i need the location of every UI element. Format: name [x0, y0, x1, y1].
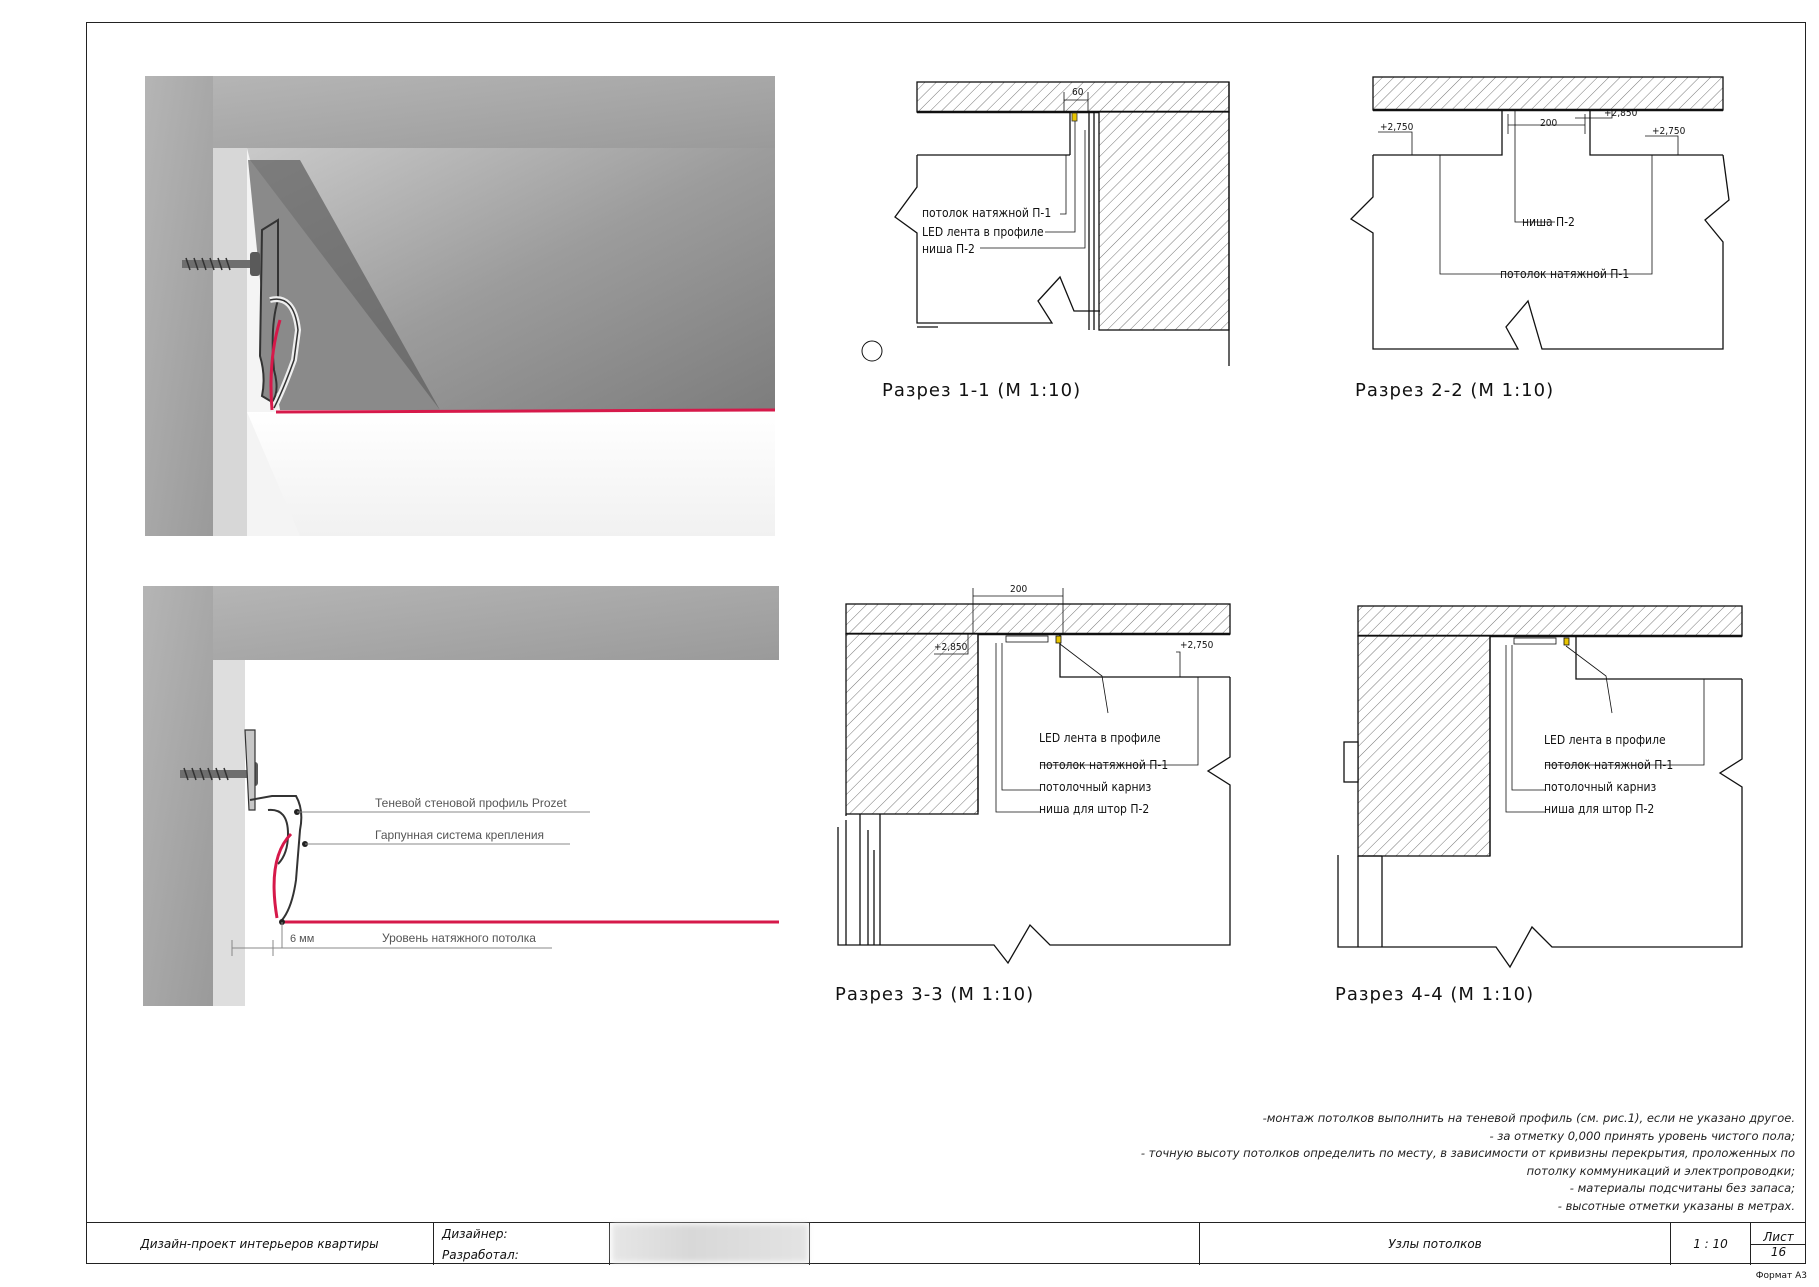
section-3-3	[838, 588, 1230, 963]
stamp-sheet-label: Лист	[1751, 1230, 1806, 1245]
section-4-4	[1338, 606, 1742, 967]
section-4-label-niche: ниша для штор П-2	[1544, 802, 1655, 816]
section-4-label-led: LED лента в профиле	[1544, 733, 1666, 747]
section-3-label-led: LED лента в профиле	[1039, 731, 1161, 745]
note-line: - материалы подсчитаны без запаса;	[1569, 1181, 1795, 1195]
note-line: - точную высоту потолков определить по месту, в зависимости от кривизны перекрытия, проложенных по	[1140, 1146, 1795, 1160]
stamp-designer: Дизайнер:	[442, 1226, 508, 1241]
stamp-sheet-title: Узлы потолков	[1200, 1223, 1671, 1265]
section-2-title: Разрез 2-2 (М 1:10)	[1355, 380, 1555, 401]
section-1-label-ceiling: потолок натяжной П-1	[922, 206, 1052, 220]
stamp-roles	[434, 1223, 610, 1265]
note-line: -монтаж потолков выполнить на теневой профиль (см. рис.1), если не указано другое.	[1262, 1111, 1795, 1125]
section-3-title: Разрез 3-3 (М 1:10)	[835, 984, 1035, 1005]
general-notes	[1035, 1110, 1795, 1215]
section-1-label-led: LED лента в профиле	[922, 225, 1044, 239]
section-1-title: Разрез 1-1 (М 1:10)	[882, 380, 1082, 401]
stamp-scale: 1 : 10	[1671, 1223, 1751, 1265]
section-4-label-ceiling: потолок натяжной П-1	[1544, 758, 1674, 772]
section-3-level-right: +2,750	[1180, 640, 1214, 651]
stamp-sheet	[1751, 1223, 1806, 1265]
photo-ceiling-profile	[145, 76, 775, 536]
section-3-dim: 200	[1010, 584, 1028, 595]
redacted-name	[612, 1224, 808, 1262]
section-3-level-left: +2,850	[934, 642, 968, 653]
section-2-level-top: +2,850	[1604, 108, 1638, 119]
stamp-empty	[810, 1223, 1200, 1265]
section-1-1	[862, 82, 1229, 366]
section-4-title: Разрез 4-4 (М 1:10)	[1335, 984, 1535, 1005]
paper-format: Формат А3	[1755, 1271, 1807, 1281]
section-3-label-ceiling: потолок натяжной П-1	[1039, 758, 1169, 772]
stamp-developer: Разработал:	[442, 1247, 519, 1262]
note-line: потолку коммуникаций и электропроводки;	[1526, 1163, 1795, 1178]
label-shadow-profile: Теневой стеновой профиль Prozet	[375, 796, 567, 810]
stamp-project: Дизайн-проект интерьеров квартиры	[86, 1223, 434, 1265]
label-gap: 6 мм	[290, 933, 315, 945]
section-4-label-cornice: потолочный карниз	[1544, 780, 1657, 794]
section-3-label-niche: ниша для штор П-2	[1039, 802, 1150, 816]
section-2-label-ceiling: потолок натяжной П-1	[1500, 267, 1630, 281]
section-2-label-niche: ниша П-2	[1522, 215, 1575, 229]
note-line: - за отметку 0,000 принять уровень чистого пола;	[1489, 1128, 1795, 1143]
diagram-shadow-profile	[143, 586, 779, 1006]
section-2-level-left: +2,750	[1380, 122, 1414, 133]
section-1-dim: 60	[1072, 87, 1084, 98]
title-block	[86, 1222, 1806, 1264]
section-1-label-niche: ниша П-2	[922, 242, 975, 256]
note-line: - высотные отметки указаны в метрах.	[1557, 1198, 1795, 1213]
section-2-level-right: +2,750	[1652, 126, 1686, 137]
section-3-label-cornice: потолочный карниз	[1039, 780, 1152, 794]
stamp-sheet-number: 16	[1770, 1244, 1787, 1259]
section-2-dim: 200	[1540, 118, 1558, 129]
label-ceiling-level: Уровень натяжного потолка	[382, 931, 536, 945]
label-harpoon-system: Гарпунная система крепления	[375, 828, 545, 842]
